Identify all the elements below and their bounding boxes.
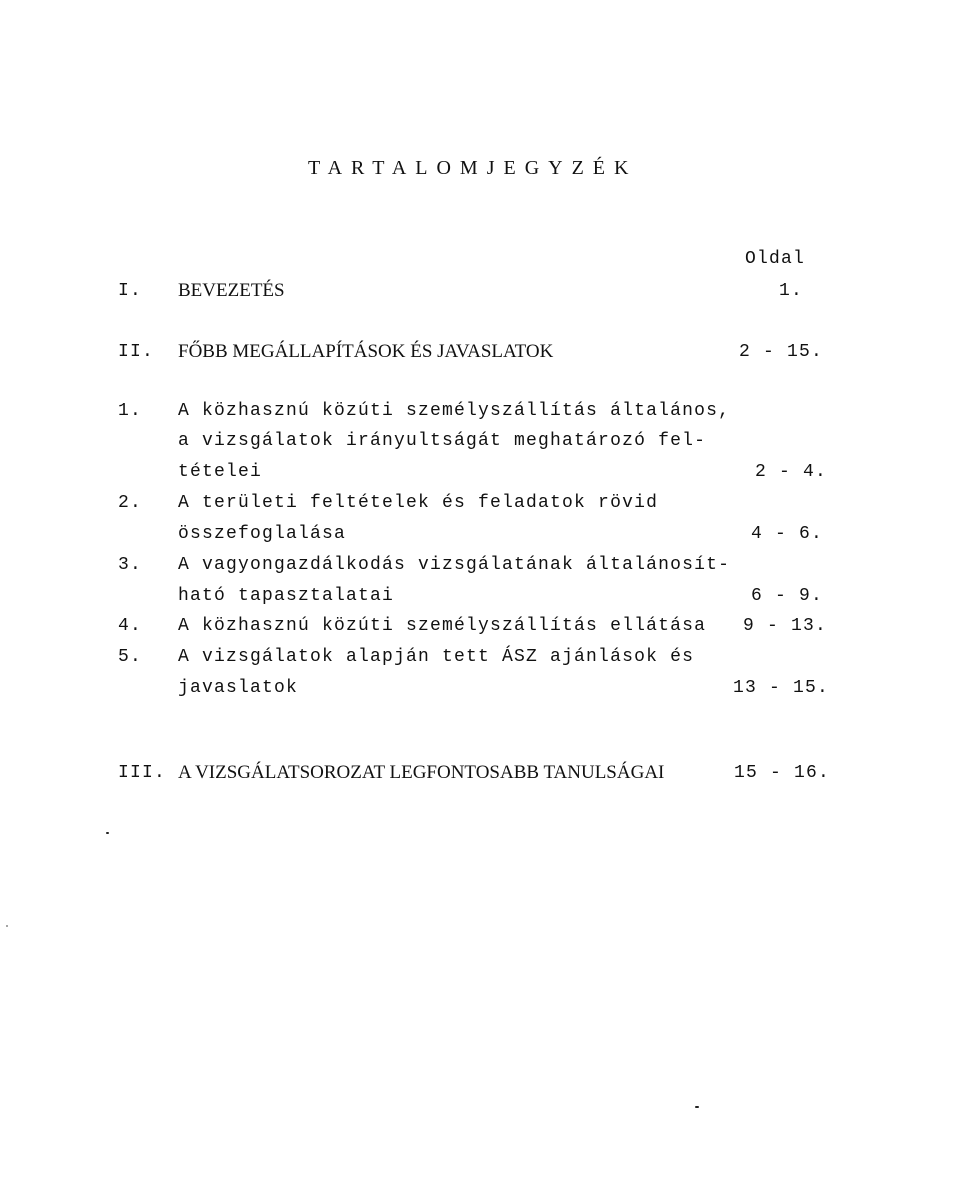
subsection-number: 5.	[118, 647, 143, 667]
subsection-line: A vizsgálatok alapján tett ÁSZ ajánlások és	[178, 647, 695, 667]
scan-speck	[6, 925, 8, 927]
section-number: II.	[118, 342, 155, 362]
subsection-pages: 6 - 9.	[750, 586, 823, 606]
section-title: FŐBB MEGÁLLAPÍTÁSOK ÉS JAVASLATOK	[178, 341, 554, 362]
page-title: TARTALOMJEGYZÉK	[308, 157, 638, 179]
subsection-pages: 4 - 6.	[750, 524, 823, 544]
scan-speck	[695, 1106, 699, 1108]
subsection-pages: 13 - 15.	[732, 678, 829, 698]
subsection-pages: 9 - 13.	[742, 616, 827, 636]
subsection-number: 4.	[118, 616, 143, 636]
section-number: III.	[118, 763, 167, 783]
section-title: BEVEZETÉS	[178, 280, 285, 301]
subsection-line: javaslatok	[178, 678, 299, 698]
subsection-line: A közhasznú közúti személyszállítás ellátása	[178, 616, 707, 636]
section-pages: 15 - 16.	[733, 763, 830, 783]
subsection-number: 3.	[118, 555, 143, 575]
subsection-number: 2.	[118, 493, 143, 513]
subsection-line: összefoglalása	[178, 524, 347, 544]
subsection-line: A közhasznú közúti személyszállítás általános,	[178, 401, 731, 421]
subsection-line: tételei	[178, 462, 263, 482]
section-number: I.	[118, 281, 143, 301]
subsection-pages: 2 - 4.	[754, 462, 827, 482]
subsection-line: A vagyongazdálkodás vizsgálatának általánosít-	[178, 555, 731, 575]
subsection-line: ható tapasztalatai	[178, 586, 395, 606]
section-pages: 1.	[778, 281, 803, 301]
subsection-line: a vizsgálatok irányultságát meghatározó fel-	[178, 431, 707, 451]
scan-speck	[106, 832, 109, 834]
page-column-header: Oldal	[745, 249, 806, 269]
section-title: A VIZSGÁLATSOROZAT LEGFONTOSABB TANULSÁGAI	[178, 762, 665, 783]
subsection-number: 1.	[118, 401, 143, 421]
subsection-line: A területi feltételek és feladatok rövid	[178, 493, 659, 513]
section-pages: 2 - 15.	[738, 342, 823, 362]
